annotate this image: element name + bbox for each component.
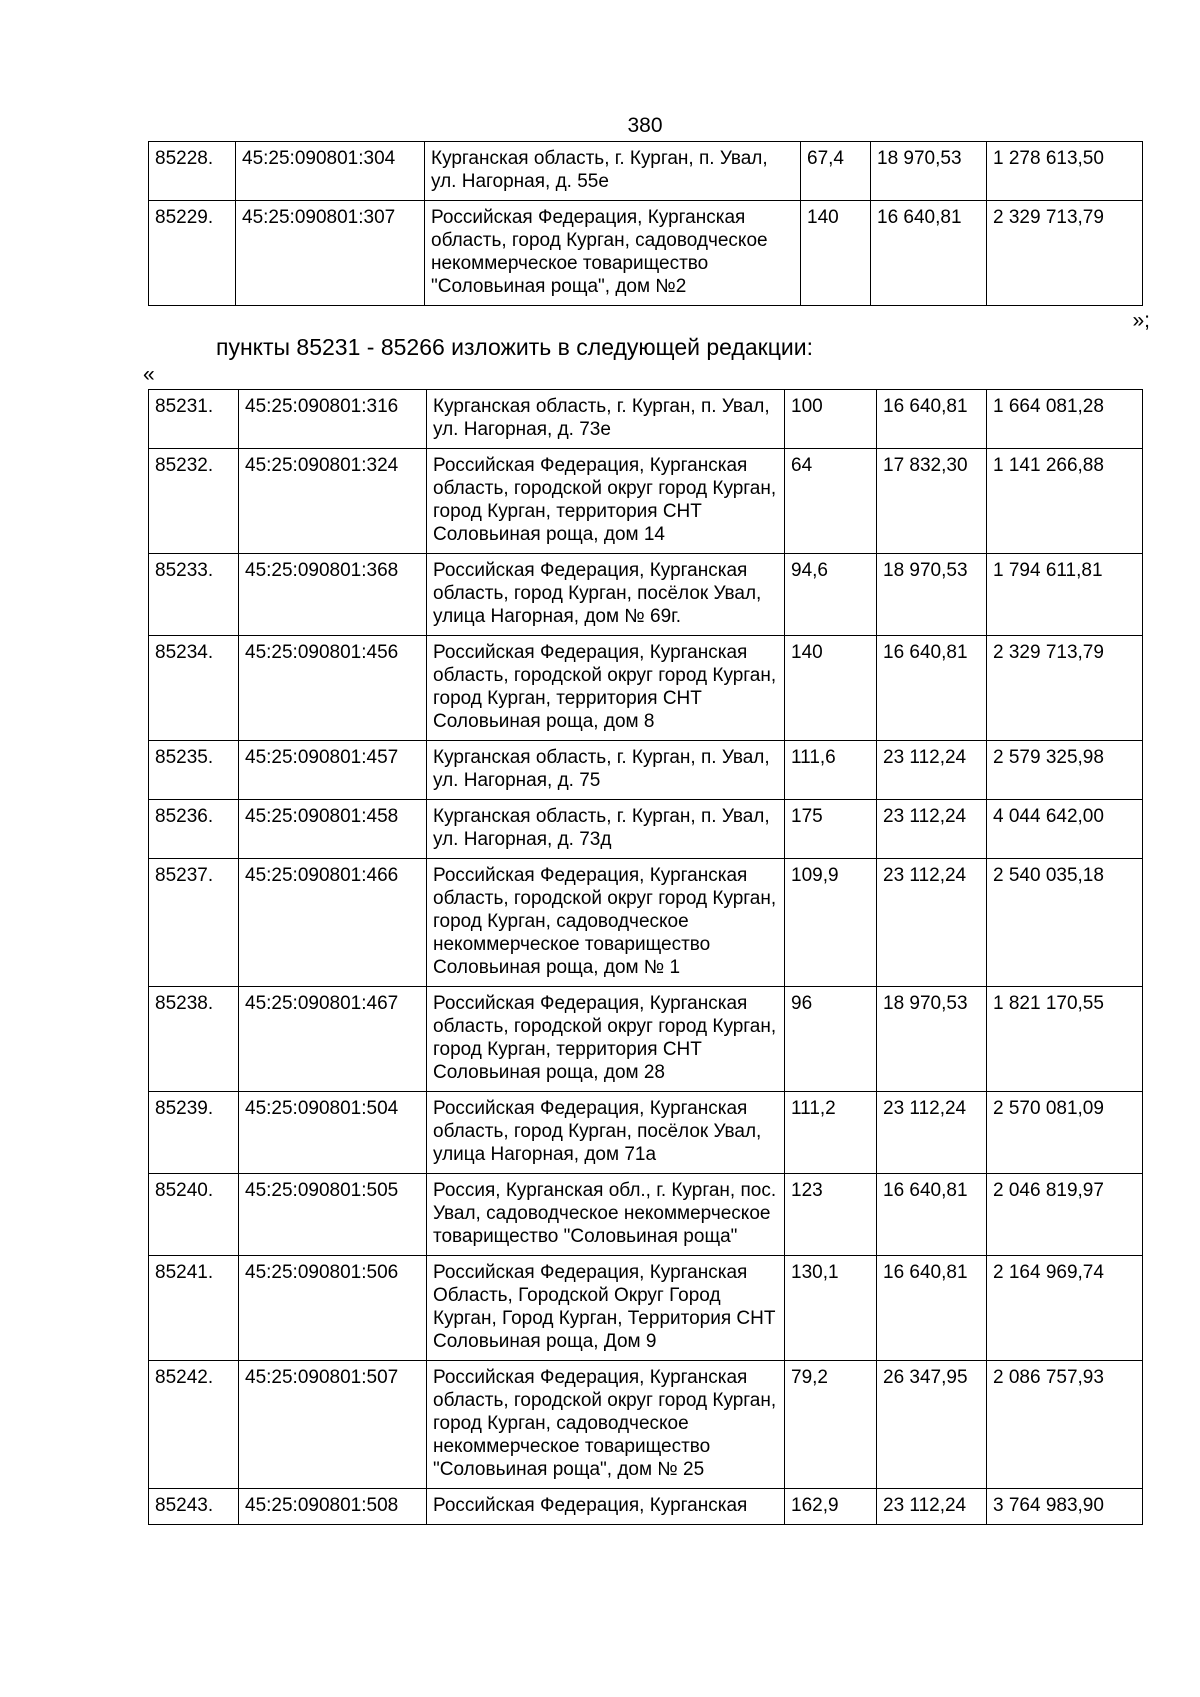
address-cell: Российская Федерация, Курганская область, городской округ город Курган, город Курган, территория СНТ Соловьиная роща, дом 8 xyxy=(427,636,785,741)
cadastral-number-cell: 45:25:090801:304 xyxy=(236,142,425,201)
rate-cell: 17 832,30 xyxy=(877,449,987,554)
cadastral-number-cell: 45:25:090801:457 xyxy=(239,741,427,800)
property-table-main xyxy=(148,389,1143,1525)
area-cell: 79,2 xyxy=(785,1361,877,1489)
table-row xyxy=(149,390,1143,449)
cadastral-number-cell: 45:25:090801:456 xyxy=(239,636,427,741)
cadastral-value-cell: 2 540 035,18 xyxy=(987,859,1143,987)
cadastral-value-cell: 2 570 081,09 xyxy=(987,1092,1143,1174)
cadastral-number-cell: 45:25:090801:368 xyxy=(239,554,427,636)
area-cell: 140 xyxy=(785,636,877,741)
table-row xyxy=(149,1361,1143,1489)
area-cell: 175 xyxy=(785,800,877,859)
row-number-cell: 85238. xyxy=(149,987,239,1092)
row-number-cell: 85229. xyxy=(149,201,236,306)
address-cell: Курганская область, г. Курган, п. Увал, ул. Нагорная, д. 73д xyxy=(427,800,785,859)
cadastral-number-cell: 45:25:090801:458 xyxy=(239,800,427,859)
cadastral-number-cell: 45:25:090801:505 xyxy=(239,1174,427,1256)
area-cell: 140 xyxy=(801,201,871,306)
rate-cell: 23 112,24 xyxy=(877,800,987,859)
table-row xyxy=(149,741,1143,800)
cadastral-value-cell: 2 046 819,97 xyxy=(987,1174,1143,1256)
rate-cell: 16 640,81 xyxy=(877,1256,987,1361)
table-row xyxy=(149,800,1143,859)
address-cell: Российская Федерация, Курганская область, город Курган, посёлок Увал, улица Нагорная, дом 71а xyxy=(427,1092,785,1174)
cadastral-value-cell: 1 278 613,50 xyxy=(987,142,1143,201)
area-cell: 100 xyxy=(785,390,877,449)
row-number-cell: 85241. xyxy=(149,1256,239,1361)
table-row xyxy=(149,201,1143,306)
row-number-cell: 85235. xyxy=(149,741,239,800)
rate-cell: 18 970,53 xyxy=(871,142,987,201)
cadastral-number-cell: 45:25:090801:324 xyxy=(239,449,427,554)
address-cell: Российская Федерация, Курганская область, городской округ город Курган, город Курган, садоводческое некоммерческое товарищество Соловьиная роща, дом № 1 xyxy=(427,859,785,987)
address-cell: Курганская область, г. Курган, п. Увал, ул. Нагорная, д. 75 xyxy=(427,741,785,800)
property-table-top xyxy=(148,141,1143,306)
row-number-cell: 85239. xyxy=(149,1092,239,1174)
table-row xyxy=(149,987,1143,1092)
address-cell: Российская Федерация, Курганская область, городской округ город Курган, город Курган, садоводческое некоммерческое товарищество "Соловьиная роща", дом № 25 xyxy=(427,1361,785,1489)
cadastral-value-cell: 1 141 266,88 xyxy=(987,449,1143,554)
cadastral-number-cell: 45:25:090801:508 xyxy=(239,1489,427,1525)
table-row xyxy=(149,1174,1143,1256)
address-cell: Курганская область, г. Курган, п. Увал, ул. Нагорная, д. 73е xyxy=(427,390,785,449)
cadastral-value-cell: 1 794 611,81 xyxy=(987,554,1143,636)
rate-cell: 23 112,24 xyxy=(877,1092,987,1174)
row-number-cell: 85228. xyxy=(149,142,236,201)
cadastral-value-cell: 2 164 969,74 xyxy=(987,1256,1143,1361)
area-cell: 111,2 xyxy=(785,1092,877,1174)
cadastral-value-cell: 1 821 170,55 xyxy=(987,987,1143,1092)
cadastral-value-cell: 2 086 757,93 xyxy=(987,1361,1143,1489)
cadastral-number-cell: 45:25:090801:307 xyxy=(236,201,425,306)
table-row xyxy=(149,554,1143,636)
table-row xyxy=(149,1256,1143,1361)
table-row xyxy=(149,636,1143,741)
rate-cell: 26 347,95 xyxy=(877,1361,987,1489)
cadastral-number-cell: 45:25:090801:316 xyxy=(239,390,427,449)
cadastral-number-cell: 45:25:090801:507 xyxy=(239,1361,427,1489)
page-number: 380 xyxy=(627,114,663,137)
address-cell: Российская Федерация, Курганская область, город Курган, посёлок Увал, улица Нагорная, дом № 69г. xyxy=(427,554,785,636)
rate-cell: 18 970,53 xyxy=(877,554,987,636)
rate-cell: 16 640,81 xyxy=(877,1174,987,1256)
closing-quote: »; xyxy=(1132,309,1150,332)
address-cell: Российская Федерация, Курганская область, городской округ город Курган, город Курган, территория СНТ Соловьиная роща, дом 14 xyxy=(427,449,785,554)
row-number-cell: 85243. xyxy=(149,1489,239,1525)
cadastral-number-cell: 45:25:090801:504 xyxy=(239,1092,427,1174)
area-cell: 111,6 xyxy=(785,741,877,800)
cadastral-value-cell: 3 764 983,90 xyxy=(987,1489,1143,1525)
cadastral-number-cell: 45:25:090801:466 xyxy=(239,859,427,987)
row-number-cell: 85231. xyxy=(149,390,239,449)
row-number-cell: 85236. xyxy=(149,800,239,859)
table-row xyxy=(149,449,1143,554)
area-cell: 109,9 xyxy=(785,859,877,987)
cadastral-number-cell: 45:25:090801:506 xyxy=(239,1256,427,1361)
rate-cell: 23 112,24 xyxy=(877,1489,987,1525)
table-row xyxy=(149,1092,1143,1174)
rate-cell: 16 640,81 xyxy=(877,636,987,741)
address-cell: Российская Федерация, Курганская область, город Курган, садоводческое некоммерческое товарищество "Соловьиная роща", дом №2 xyxy=(425,201,801,306)
opening-quote: « xyxy=(143,363,155,386)
rate-cell: 16 640,81 xyxy=(871,201,987,306)
address-cell: Российская Федерация, Курганская область, городской округ город Курган, город Курган, территория СНТ Соловьиная роща, дом 28 xyxy=(427,987,785,1092)
cadastral-value-cell: 2 329 713,79 xyxy=(987,636,1143,741)
row-number-cell: 85232. xyxy=(149,449,239,554)
row-number-cell: 85234. xyxy=(149,636,239,741)
cadastral-value-cell: 1 664 081,28 xyxy=(987,390,1143,449)
rate-cell: 23 112,24 xyxy=(877,741,987,800)
cadastral-value-cell: 2 329 713,79 xyxy=(987,201,1143,306)
area-cell: 130,1 xyxy=(785,1256,877,1361)
cadastral-value-cell: 2 579 325,98 xyxy=(987,741,1143,800)
address-cell: Курганская область, г. Курган, п. Увал, ул. Нагорная, д. 55е xyxy=(425,142,801,201)
cadastral-value-cell: 4 044 642,00 xyxy=(987,800,1143,859)
row-number-cell: 85242. xyxy=(149,1361,239,1489)
address-cell: Россия, Курганская обл., г. Курган, пос. Увал, садоводческое некоммерческое товарищество "Соловьиная роща" xyxy=(427,1174,785,1256)
rate-cell: 23 112,24 xyxy=(877,859,987,987)
area-cell: 67,4 xyxy=(801,142,871,201)
row-number-cell: 85237. xyxy=(149,859,239,987)
area-cell: 162,9 xyxy=(785,1489,877,1525)
address-cell: Российская Федерация, Курганская xyxy=(427,1489,785,1525)
area-cell: 123 xyxy=(785,1174,877,1256)
area-cell: 96 xyxy=(785,987,877,1092)
row-number-cell: 85240. xyxy=(149,1174,239,1256)
rate-cell: 18 970,53 xyxy=(877,987,987,1092)
table-row xyxy=(149,859,1143,987)
instruction-text: пункты 85231 - 85266 изложить в следующей редакции: xyxy=(216,334,813,360)
address-cell: Российская Федерация, Курганская Область, Городской Округ Город Курган, Город Курган, Территория СНТ Соловьиная роща, Дом 9 xyxy=(427,1256,785,1361)
area-cell: 94,6 xyxy=(785,554,877,636)
rate-cell: 16 640,81 xyxy=(877,390,987,449)
cadastral-number-cell: 45:25:090801:467 xyxy=(239,987,427,1092)
table-row xyxy=(149,142,1143,201)
area-cell: 64 xyxy=(785,449,877,554)
table-row xyxy=(149,1489,1143,1525)
row-number-cell: 85233. xyxy=(149,554,239,636)
